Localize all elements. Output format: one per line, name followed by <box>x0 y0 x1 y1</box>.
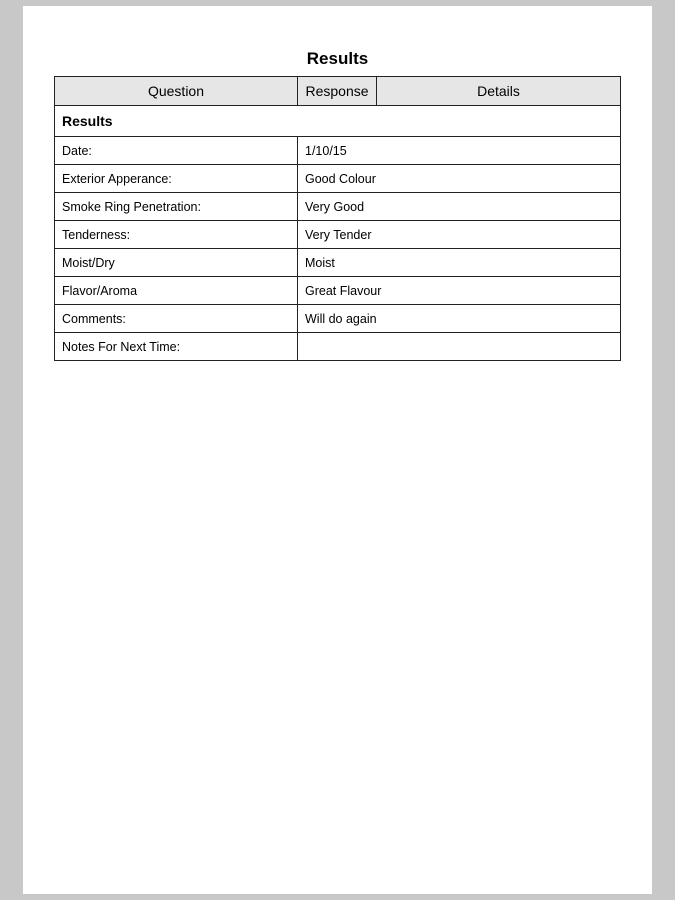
section-row <box>55 106 621 137</box>
table-row <box>55 165 621 193</box>
question-cell: Comments: <box>55 305 298 333</box>
question-cell: Notes For Next Time: <box>55 333 298 361</box>
question-cell: Flavor/Aroma <box>55 277 298 305</box>
results-table <box>54 76 621 361</box>
response-cell: Great Flavour <box>298 277 621 305</box>
section-title: Results <box>55 106 621 137</box>
response-cell <box>298 333 621 361</box>
question-cell: Date: <box>55 137 298 165</box>
table-row <box>55 193 621 221</box>
header-question: Question <box>55 77 298 106</box>
response-cell: Will do again <box>298 305 621 333</box>
response-cell: Good Colour <box>298 165 621 193</box>
response-cell: Very Good <box>298 193 621 221</box>
document-page <box>23 6 652 894</box>
page-title: Results <box>306 49 369 68</box>
question-cell: Smoke Ring Penetration: <box>55 193 298 221</box>
response-cell: Moist <box>298 249 621 277</box>
table-row <box>55 277 621 305</box>
header-response: Response <box>298 77 377 106</box>
header-details: Details <box>377 77 621 106</box>
table-header-row <box>55 77 621 106</box>
question-cell: Tenderness: <box>55 221 298 249</box>
table-row <box>55 221 621 249</box>
response-cell: 1/10/15 <box>298 137 621 165</box>
response-cell: Very Tender <box>298 221 621 249</box>
table-row <box>55 137 621 165</box>
table-row <box>55 249 621 277</box>
question-cell: Exterior Apperance: <box>55 165 298 193</box>
table-row <box>55 305 621 333</box>
question-cell: Moist/Dry <box>55 249 298 277</box>
table-row <box>55 333 621 361</box>
